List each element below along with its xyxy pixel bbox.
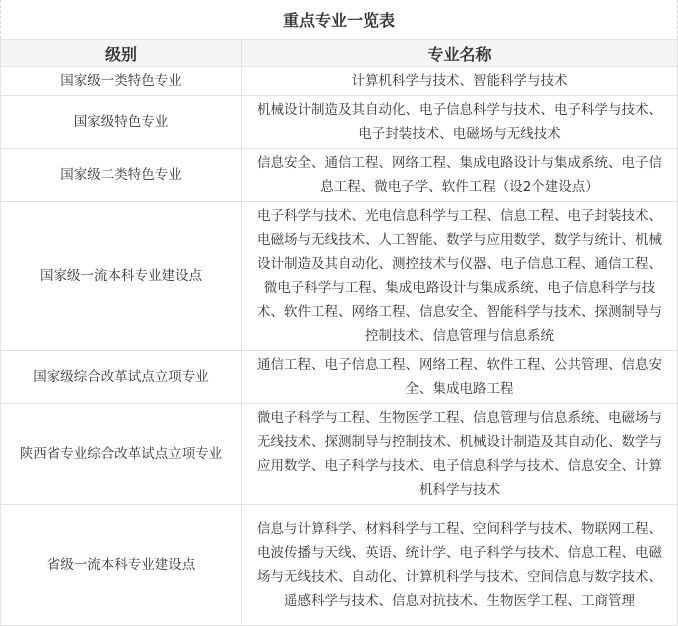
majors-cell: 微电子科学与工程、生物医学工程、信息管理与信息系统、电磁场与无线技术、探测制导与控制技术、机械设计制造及其自动化、数学与应用数学、电子科学与技术、电子信息科学与技术、信息安全、计算机科学与技术 [242, 404, 678, 505]
level-cell: 国家级一类特色专业 [1, 67, 242, 96]
table-title: 重点专业一览表 [0, 0, 678, 39]
column-header-major-names: 专业名称 [242, 40, 678, 67]
majors-cell: 通信工程、电子信息工程、网络工程、软件工程、公共管理、信息安全、集成电路工程 [242, 351, 678, 404]
table-row [1, 505, 678, 626]
table-row [1, 96, 678, 149]
majors-cell: 机械设计制造及其自动化、电子信息科学与技术、电子科学与技术、电子封装技术、电磁场与无线技术 [242, 96, 678, 149]
table-row [1, 351, 678, 404]
table-row [1, 149, 678, 202]
level-cell: 国家级特色专业 [1, 96, 242, 149]
majors-cell: 信息安全、通信工程、网络工程、集成电路设计与集成系统、电子信息工程、微电子学、软件工程（设2个建设点） [242, 149, 678, 202]
majors-cell: 计算机科学与技术、智能科学与技术 [242, 67, 678, 96]
table-row [1, 404, 678, 505]
table-row [1, 202, 678, 351]
level-cell: 国家级二类特色专业 [1, 149, 242, 202]
table-header-row [1, 40, 678, 67]
level-cell: 陕西省专业综合改革试点立项专业 [1, 404, 242, 505]
majors-cell: 电子科学与技术、光电信息科学与工程、信息工程、电子封装技术、电磁场与无线技术、人工智能、数学与应用数学、数学与统计、机械设计制造及其自动化、测控技术与仪器、电子信息工程、通信工程、微电子科学与工程、集成电路设计与集成系统、电子信息科学与技术、软件工程、网络工程、信息安全、智能科学与技术、探测制导与控制技术、信息管理与信息系统 [242, 202, 678, 351]
column-header-level: 级别 [1, 40, 242, 67]
level-cell: 省级一流本科专业建设点 [1, 505, 242, 626]
level-cell: 国家级综合改革试点立项专业 [1, 351, 242, 404]
majors-cell: 信息与计算科学、材料科学与工程、空间科学与技术、物联网工程、电波传播与天线、英语、统计学、电子科学与技术、信息工程、电磁场与无线技术、自动化、计算机科学与技术、空间信息与数字技术、遥感科学与技术、信息对抗技术、生物医学工程、工商管理 [242, 505, 678, 626]
key-majors-table [0, 39, 678, 626]
table-row [1, 67, 678, 96]
level-cell: 国家级一流本科专业建设点 [1, 202, 242, 351]
